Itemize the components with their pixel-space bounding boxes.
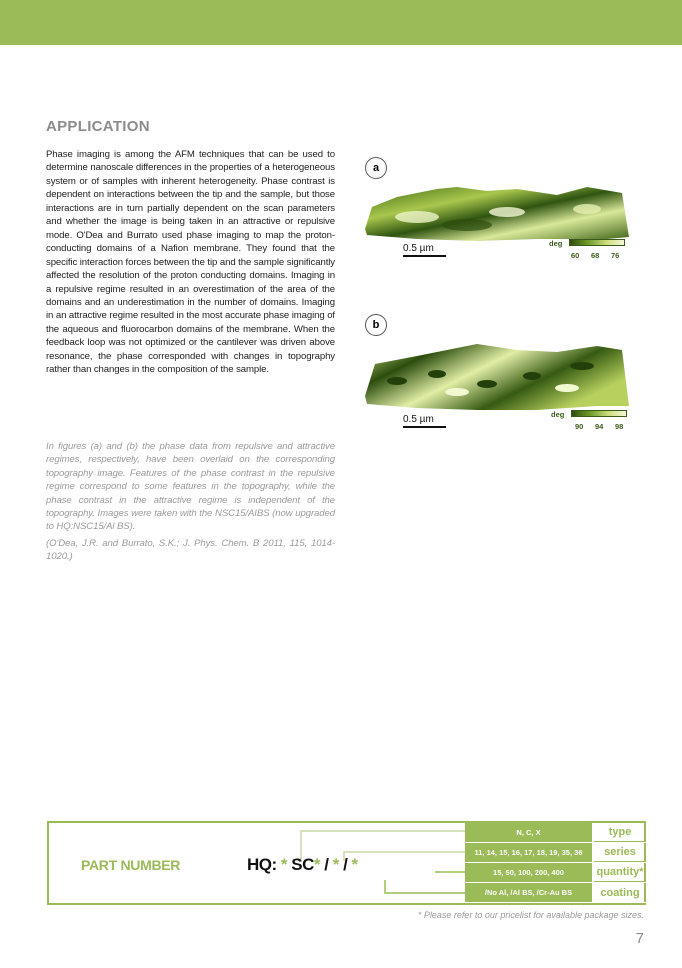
header-bar [0,0,682,45]
row-coating [465,883,646,903]
series-wildcard: * [313,855,321,874]
part-number-code [247,855,358,875]
tick-label: 98 [615,422,624,431]
page-number: 7 [635,930,644,947]
scale-label: 0.5 µm [403,243,434,254]
key: coating [600,886,640,899]
part-number-label: PART NUMBER [81,857,181,873]
part-number-table [465,823,646,903]
values: 15, 50, 100, 200, 400 [465,863,594,882]
key: quantity* [594,863,646,882]
key: type [594,823,646,842]
row-quantity [465,863,646,883]
body-text: Phase imaging is among the AFM techniques that can be used to determine nanoscale differences in the properties of a heterogeneous system or of samples with inherent heterogeneity. Phase contrast is dependent on interactions between the tip and the sample, but those interactions are in turn partially dependent on the scan parameters and whether the image is being taken in an attractive or repulsive mode. O'Dea and Burrato used phase imaging to map the proton-conducting domains of a Nafion membrane. They found that the specific interaction forces between the tip and the sample significantly affected the resolution of the proton conducting domains. Imaging in a repulsive regime resulted in an overestimation of the area of the domains and an underestimation in the number of domains. Imaging in an attractive regime resulted in the most accurate phase imaging of the aqueous and fluorocarbon domains of the membrane. When the feedback loop was not optimized or the cantilever was driven above resonance, the phase corresponded with changes in topography rather than changes in the composition of the sample. [46,149,335,376]
scale-label: 0.5 µm [403,414,434,425]
tick-label: 76 [611,251,620,260]
reference: (O'Dea, J.R. and Burrato, S.K.; J. Phys. Chem. B 2011, 115, 1014-1020.) [46,537,335,563]
section-title: APPLICATION [46,118,150,135]
row-series [465,843,646,863]
row-type [465,823,646,843]
figure-b [357,314,637,434]
quantity-wildcard: * [332,855,339,874]
tick-label: 60 [571,251,580,260]
type-wildcard: * [280,855,288,874]
sc: SC [291,855,314,874]
key: series [594,843,646,862]
values: 11, 14, 15, 16, 17, 18, 19, 35, 36 [465,843,594,862]
tick-label: 90 [575,422,584,431]
figure-a [357,155,637,265]
unit-label: deg [551,410,565,419]
tick-label: 68 [591,251,600,260]
slash: / [343,855,348,874]
afm-image-b [357,326,637,416]
caption-text: In figures (a) and (b) the phase data from repulsive and attractive regimes, respectively, have been overlaid on the corresponding topography image. Features of the phase contrast in the repulsive regime correspond to some features in the topography, while the phase contrast in the attractive regime is independent of the topography. Images were taken with the NSC15/AIBS (now upgraded to HQ:NSC15/Al BS). [46,441,335,533]
tick-label: 94 [595,422,604,431]
scale-bar [403,243,446,257]
color-scale [551,410,624,431]
figure-label: a [365,157,387,179]
prefix: HQ: [247,855,277,874]
coating-wildcard: * [351,855,358,874]
unit-label: deg [549,239,563,248]
figure-label: b [365,314,387,336]
part-number-box [47,821,646,905]
scale-bar [403,414,446,428]
values: /No Al, /Al BS, /Cr-Au BS [465,883,594,902]
color-scale [549,239,620,260]
slash: / [324,855,329,874]
footnote: * Please refer to our pricelist for available package sizes. [417,910,644,920]
figure-caption [46,440,335,567]
values: N, C, X [465,823,594,842]
